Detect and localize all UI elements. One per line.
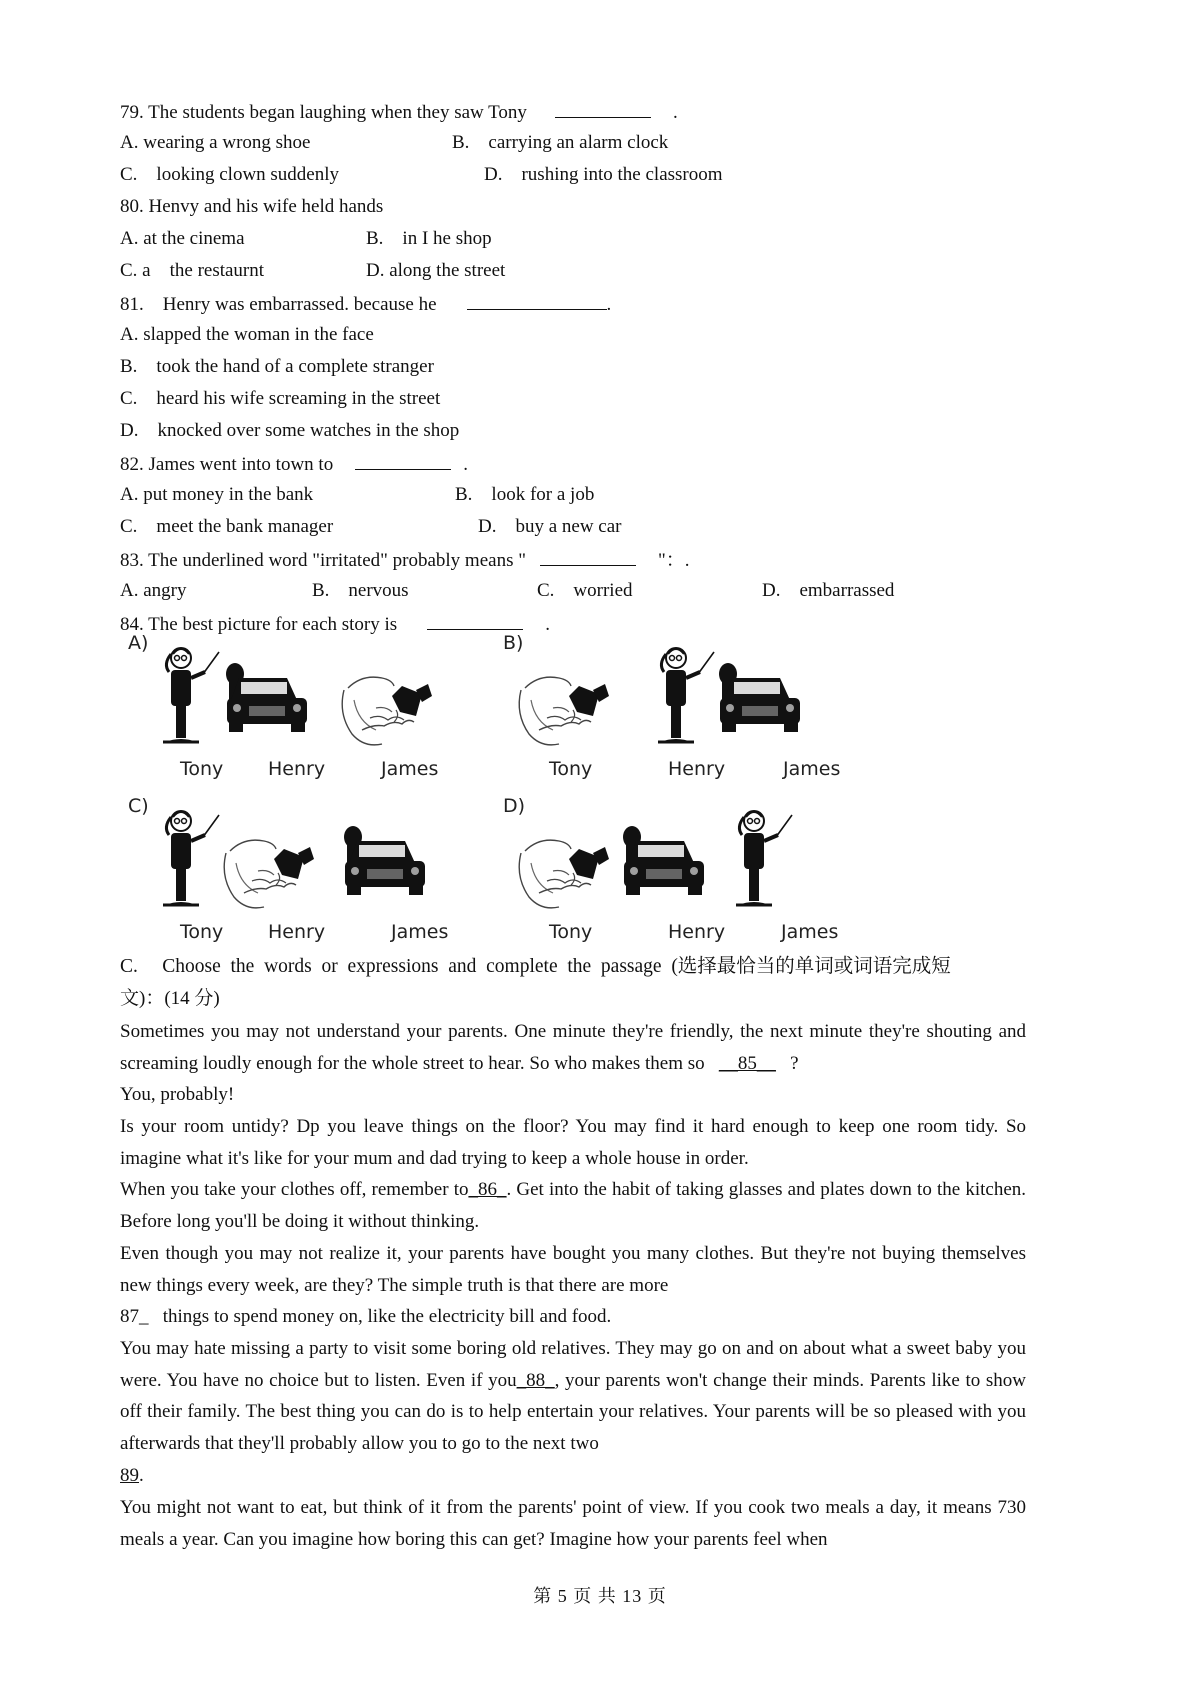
picture-option-c-letter: C) xyxy=(128,795,149,817)
q80-option-b: B. in I he shop xyxy=(366,228,492,249)
picture-caption: Tony xyxy=(180,758,224,780)
handshake-figure-icon xyxy=(513,823,609,919)
picture-caption: Tony xyxy=(549,921,593,943)
q80-option-a: A. at the cinema xyxy=(120,228,245,249)
q83-option-a: A. angry xyxy=(120,580,187,601)
q79-option-b: B. carrying an alarm clock xyxy=(452,132,669,153)
picture-caption: James xyxy=(391,921,449,943)
blank-85: __85__ xyxy=(718,1052,776,1074)
q82-option-c: C. meet the bank manager xyxy=(120,516,334,537)
blank-88: _88_ xyxy=(516,1369,555,1391)
section-c-heading-score: 文)：(14 分) xyxy=(120,988,220,1009)
car-figure-icon xyxy=(714,642,804,748)
q81-option-c: C. heard his wife screaming in the street xyxy=(120,388,441,409)
passage-paragraph-6: You might not want to eat, but think of it from the parents' point of view. If you cook two meals a day, it means 730 meals a year. Can you imagine how boring this can get? Imagine how your parents feel when xyxy=(120,1497,1026,1550)
q83-option-c: C. worried xyxy=(537,580,633,601)
car-figure-icon xyxy=(339,805,429,911)
picture-caption: Henry xyxy=(268,758,326,780)
q81-option-d: D. knocked over some watches in the shop xyxy=(120,420,460,441)
teacher-figure-icon xyxy=(151,642,221,758)
picture-caption: Henry xyxy=(268,921,326,943)
picture-caption: Henry xyxy=(668,758,726,780)
q79-stem: 79. The students began laughing when they saw Tony . xyxy=(120,102,678,123)
car-figure-icon xyxy=(618,805,708,911)
picture-caption: Tony xyxy=(180,921,224,943)
picture-option-d-letter: D) xyxy=(503,795,526,817)
section-c-heading: C. Choose the words or expressions and complete the passage (选择最恰当的单词或词语完成短 xyxy=(120,956,951,977)
teacher-figure-icon xyxy=(646,642,716,758)
passage-paragraph-5: You may hate missing a party to visit some boring old relatives. They may go on and on about what a sweet baby you were. You have no choice but to listen. Even if you_88_, your parents won't change their minds. Parents like to show off their family. The best thing you can do is to help entertain your relatives. Your parents will be so pleased with you afterwards that they'll probably allow you to go to the next two 89. xyxy=(120,1338,1027,1486)
handshake-figure-icon xyxy=(513,660,609,756)
handshake-figure-icon xyxy=(218,823,314,919)
page-footer: 第 5 页 共 13 页 xyxy=(533,1586,667,1606)
picture-caption: Henry xyxy=(668,921,726,943)
q79-option-a: A. wearing a wrong shoe xyxy=(120,132,311,153)
q80-stem: 80. Henvy and his wife held hands xyxy=(120,196,384,217)
blank-86: _86_ xyxy=(468,1179,507,1200)
q81-option-a: A. slapped the woman in the face xyxy=(120,324,374,345)
q82-option-d: D. buy a new car xyxy=(478,516,622,537)
q82-option-a: A. put money in the bank xyxy=(120,484,314,505)
q82-option-b: B. look for a job xyxy=(455,484,595,505)
q79-option-d: D. rushing into the classroom xyxy=(484,164,723,185)
q80-option-d: D. along the street xyxy=(366,260,506,281)
q83-option-d: D. embarrassed xyxy=(762,580,895,601)
q81-option-b: B. took the hand of a complete stranger xyxy=(120,356,434,377)
q82-stem: 82. James went into town to . xyxy=(120,454,468,475)
q81-stem: 81. Henry was embarrassed. because he . xyxy=(120,294,612,315)
q83-option-b: B. nervous xyxy=(312,580,409,601)
passage-paragraph-1: Sometimes you may not understand your parents. One minute they're friendly, the next minute they're shouting and screaming loudly enough for the whole street to hear. So who makes them so __85__ ? You, probably! xyxy=(120,1021,1027,1106)
blank-89: 89 xyxy=(120,1464,139,1486)
q83-stem: 83. The underlined word "irritated" probably means " "：. xyxy=(120,550,690,571)
picture-option-a-letter: A) xyxy=(128,632,149,654)
q79-option-c: C. looking clown suddenly xyxy=(120,164,340,185)
teacher-figure-icon xyxy=(724,805,794,921)
car-figure-icon xyxy=(221,642,311,748)
picture-caption: James xyxy=(781,921,839,943)
passage-paragraph-3: When you take your clothes off, remember to_86_. Get into the habit of taking glasses and plates down to the kitchen. Before long you'll be doing it without thinking. xyxy=(120,1179,1027,1232)
handshake-figure-icon xyxy=(336,660,432,756)
picture-caption: James xyxy=(783,758,841,780)
q84-stem: 84. The best picture for each story is . xyxy=(120,614,550,635)
blank-87: 87_ xyxy=(120,1306,149,1328)
passage-paragraph-2: Is your room untidy? Dp you leave things on the floor? You may find it hard enough to keep one room tidy. So imagine what it's like for your mum and dad trying to keep a whole house in order. xyxy=(120,1116,1027,1169)
q80-option-c: C. a the restaurnt xyxy=(120,260,265,281)
picture-caption: James xyxy=(381,758,439,780)
picture-caption: Tony xyxy=(549,758,593,780)
passage-paragraph-4: Even though you may not realize it, your parents have bought you many clothes. But they're not buying themselves new things every week, are they? The simple truth is that there are more 87_ things to spend money on, like the electricity bill and food. xyxy=(120,1243,1026,1328)
teacher-figure-icon xyxy=(151,805,221,921)
picture-option-b-letter: B) xyxy=(503,632,524,654)
